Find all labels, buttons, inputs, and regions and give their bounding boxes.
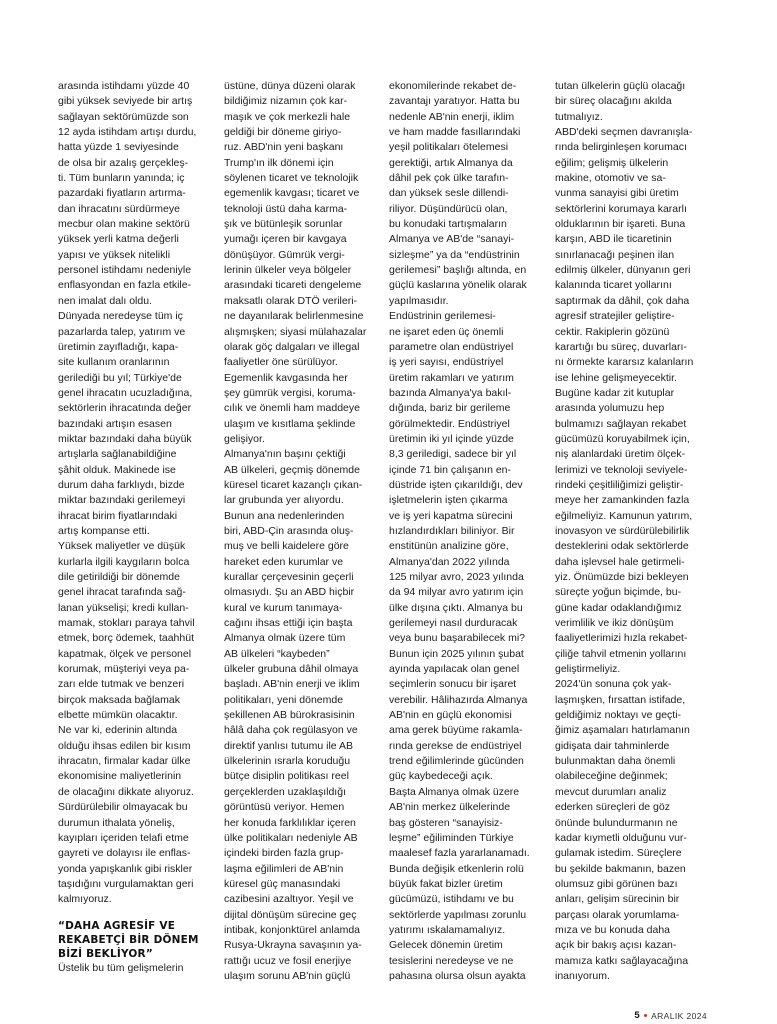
paragraph: Yüksek maliyetler ve düşük kurlarla ilgili kaygıların bolca dile getirildiği bir dönemde genel ihracat tarafında sağ- lanan yükselişi; kredi kullan- mamak, stokları paraya tahvil etmek, borç ödemek, taahhüt kapatmak, ölçek ve personel korumak, müşteriyi veya pa- zarı elde tutmak ve benzeri birçok maksada bağlamak elbette mümkün olacaktır.	[58, 540, 195, 722]
paragraph: ABD'deki seçmen davranışla- rında belirginleşen korumacı eğilim; gelişmiş ülkelerin makine, otomotiv ve sa- vunma sanayisi gibi üretim sektörlerini korumaya kararlı olduklarının bir işareti. Buna karşın, ABD ile ticaretinin sınırlanacağı peşinen ilan edilmiş ülkeler, dünyanın geri kalanında ticaret yollarını saptırmak da dâhil, çok daha agresif stratejiler geliştire- cektir. Rakiplerin gözünü karartığı bu süreç, duvarları- nı örmekte kararsız kalanların ise lehine gelişmeyecektir.	[555, 126, 694, 384]
text-column-4	[555, 79, 720, 984]
page-footer	[634, 1010, 707, 1021]
paragraph: Başta Almanya olmak üzere AB'nin merkez ülkelerinde baş gösteren “sanayisiz- leşme” eğiliminden Türkiye maalesef fazla yararlanamadı. Bunda değişik etkenlerin rolü büyük fakat bizler üretim gücümüzü, istihdamı ve bu sektörlerde yapılması zorunlu yatırımı ıskalamamalıyız. Gelecek dönemin üretim tesislerini neredeyse ve ne pahasına olursa olsun ayakta	[389, 785, 530, 982]
text-column-2	[224, 79, 389, 984]
paragraph: üstüne, dünya düzeni olarak bildiğimiz nizamın çok kar- maşık ve çok merkezli hale geldiği bir döneme giriyo- ruz. ABD'nin yeni başkanı Trump'ın ilk dönemi için söylenen ticaret ve teknolojik egemenlik kavgası; ticaret ve teknoloji üstü daha karma- şık ve bütünleşik sorunlar yumağı içeren bir kavgaya dönüşüyor. Gümrük vergi- lerinin ülkeler veya bölgeler arasındaki ticareti dengeleme maksatlı olarak DTÖ verileri- ne dayanılarak belirlenmesine alışmışken; siyasi mülahazalar olarak göç dalgaları ve illegal faaliyetler öne sürülüyor. Egemenlik kavgasında her şey gümrük vergisi, koruma- cılık ve önemli ham maddeye ulaşım ve kısıtlama şeklinde gelişiyor.	[224, 80, 367, 445]
paragraph: Ne var ki, ederinin altında olduğu ihsas edilen bir kısım ihracatın, firmalar kadar ülke ekonomisine maliyetlerinin de olacağını dikkate alıyoruz. Sürdürülebilir olmayacak bu durumun ithalata yöneliş, kayıpları içeriden telafi etme gayreti ve dolayısı ile enflas- yonda yapışkanlık gibi riskler taşıdığını vurgulamaktan geri kalmıyoruz.	[58, 724, 194, 906]
paragraph: Dünyada neredeyse tüm iç pazarlarda talep, yatırım ve üretimin zayıfladığı, kapa- site kullanım oranlarının gerilediği bu yıl; Türkiye'de genel ihracatın ucuzladığına, sektörlerin ihracatında değer bazındaki artışın esasen miktar bazındaki daha büyük artışlarla sağlanabildiğine şâhit olduk. Makinede ise durum daha farklıydı, bizde miktar bazındaki gerilemeyi ihracat birim fiyatlarındaki artış kompanse etti.	[58, 310, 193, 537]
paragraph: arasında istihdamı yüzde 40 gibi yüksek seviyede bir artış sağlayan sektörümüzde son 12 ayda istihdam artışı durdu, hatta yüzde 1 seviyesinde de olsa bir azalış gerçekleş- ti. Tüm bunların yanında; iç pazardaki fiyatların artırma- dan ihracatını sürdürmeye mecbur olan makine sektörü yüksek yerli katma değerli yapısı ve yüksek nitelikli personel istihdamı nedeniyle enflasyondan en fazla etkile- nen imalat dalı oldu.	[58, 80, 197, 307]
section-heading: “DAHA AGRESİF VE REKABETÇİ BİR DÖNEM BİZİ BEKLİYOR”	[58, 919, 199, 960]
text-column-1	[58, 79, 223, 976]
paragraph: Almanya'nın başını çektiği AB ülkeleri, geçmiş dönemde küresel ticaret kazançlı çıkan- lar grubunda yer alıyordu. Bunun ana nedenlerinden biri, ABD-Çin arasında oluş- muş ve belli kaidelere göre hareket eden kurumlar ve kurallar çerçevesinin geçerli olmasıydı. Şu an ABD hiçbir kural ve kurum tanımaya- cağını ihsas ettiği için başta Almanya olmak üzere tüm AB ülkeleri “kaybeden” ülkeler grubuna dâhil olmaya başladı. AB'nin enerji ve iklim politikaları, yeni dönemde şekillenen AB bürokrasisinin hâlâ daha çok regülasyon ve direktif yanlısı tutumu ile AB ülkelerinin ısrarla koruduğu bütçe disiplin politikası reel gerçeklerden uzaklaşıldığı görüntüsü veriyor. Hemen her konuda farklılıklar içeren ülke politikaları nedeniyle AB içindeki birden fazla grup- laşma eğilimleri de AB'nin küresel güç manasındaki cazibesini azaltıyor. Yeşil ve dijital dönüşüm sürecine geç intibak, konjonktürel anlamda Rusya-Ukrayna savaşının ya- rattığı ucuz ve fosil enerjiye ulaşım sorunu AB'nin güçlü	[224, 448, 363, 982]
paragraph: Bugüne kadar zit kutuplar arasında yolumuzu hep bulmamızı sağlayan rekabet gücümüzü koruyabilmek için, niş alanlardaki üretim ölçek- lerimizi ve teknoloji seviyele- rindeki çeşitliliğimizi geliştir- meye her zamankinden fazla eğilmeliyiz. Kamunun yatırım, inovasyon ve sürdürülebilirlik desteklerini odak sektörlerde daha işlevsel hale getirmeli- yiz. Önümüzde bizi bekleyen süreçte yoğun biçimde, bu- güne kadar odaklandığımız verimlilik ve ikiz dönüşüm faaliyetlerimizi hızla rekabet- çiliğe tahvil etmenin yollarını geliştirmeliyiz.	[555, 386, 693, 676]
page-number: 5	[634, 1010, 641, 1021]
paragraph: Endüstrinin gerilemesi- ne işaret eden üç önemli parametre olan endüstriyel iş yeri sayısı, endüstriyel üretim rakamları ve yatırım bazında Almanya'ya bakıl- dığında, bariz bir gerileme görülmektedir. Endüstriyel üretimin iki yıl içinde yüzde 8,3 geriledigi, sadece bir yıl içinde 71 bin çalışanın en- düstride işten çıkarıldığı, dev işletmelerin işten çıkarma ve iş yeri kapatma sürecini hızlandırdıkları biliniyor. Bir enstitünün analizine göre, Almanya'dan 2022 yılında 125 milyar avro, 2023 yılında da 94 milyar avro yatırım için ülke dışına çıktı. Almanya bu gerilemeyi nasıl durduracak veya bunu başarabilecek mi? Bunun için 2025 yılının şubat ayında yapılacak olan genel seçimlerin sonucu bir işaret verebilir. Hâlihazırda Almanya AB'nin en güçlü ekonomisi ama gerek büyüme rakamla- rında gerekse de endüstriyel trend eğilimlerinde gücünden güç kaybedeceği açık.	[389, 310, 528, 783]
paragraph: 2024'ün sonuna çok yak- laşmışken, fırsattan istifade, geldiğimiz noktayı ve geçti- ğimiz aşamaları hatırlamanın gidişata dair tahminlerde bulunmaktan daha önemli olabileceğine değinmek; mevcut durumları analiz ederken süreçleri de göz önünde bulundurmanın ne kadar kıymetli olduğunu vur- gulamak istedim. Süreçlere bu şekilde bakmanın, bazen olumsuz gibi görünen bazı anları, gelişim sürecinin bir parçası olarak yorumlama- mıza ve bu konuda daha açık bir bakış açısı kazan- mamıza katkı sağlayacağına inanıyorum.	[555, 678, 690, 982]
paragraph: tutan ülkelerin güçlü olacağı bir süreç olacağını akılda tutmalıyız.	[555, 80, 686, 123]
paragraph: ekonomilerinde rekabet de- zavantajı yaratıyor. Hatta bu nedenle AB'nin enerji, iklim ve ham madde fasıllarındaki yeşil politikaları ötelemesi gerektiği, artık Almanya da dâhil pek çok ülke tarafın- dan yüksek sesle dillendi- riliyor. Düşündürücü olan, bu konudaki tartışmaların Almanya ve AB'de “sanayi- sizleşme” ya da “endüstrinin gerilemesi” başlığı altında, en güçlü kaslarına yönelik olarak yapılmasıdır.	[389, 80, 527, 307]
issue-date: ARALIK 2024	[651, 1010, 707, 1021]
paragraph: Üstelik bu tüm gelişmelerin	[58, 961, 184, 974]
separator-dot-icon	[644, 1014, 647, 1017]
text-column-3	[389, 79, 554, 984]
